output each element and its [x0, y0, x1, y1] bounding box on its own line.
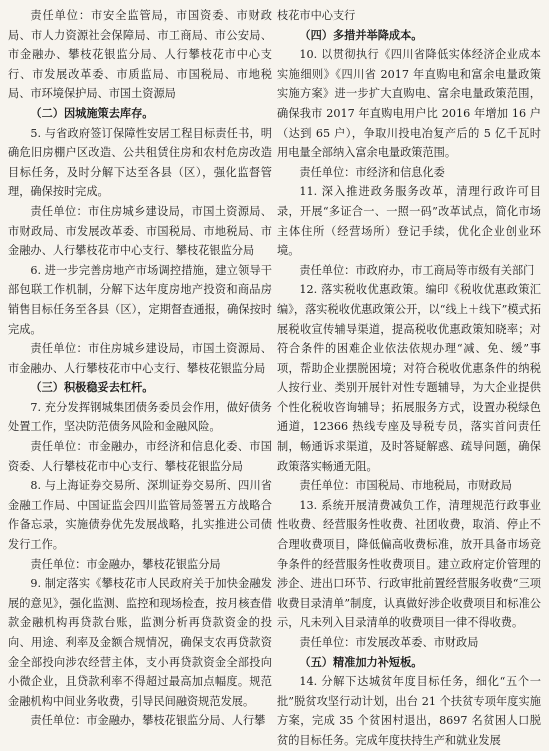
responsible-units: 责任单位：市经济和信息化委 — [299, 165, 445, 179]
responsible-units: 责任单位：市发展改革委、市财政局 — [299, 636, 479, 649]
section-heading: （二）因城施策去库存。 — [30, 105, 154, 120]
task-paragraph: 10. 以贯彻执行《四川省降低实体经济企业成本实施细则》《四川省 2017 年直购电和富余电量政策实施方案》进一步扩大直购电、富余电量政策范围，确保我市 2017 年直购电用户比 2016 年增加 16 户（达到 65 户），争取川投电冶复产后的 5 亿千瓦时用电量全部纳入富余电量政策范围。 — [277, 48, 541, 160]
responsible-units: 责任单位：市住房城乡建设局，市国土资源局、市财政局、市发展改革委、市国税局、市地税局、市金融办、人行攀枝花市中心支行、攀枝花银监分局 — [8, 204, 272, 258]
section-heading: （四）多措并举降成本。 — [299, 27, 423, 42]
responsible-units: 责任单位：市住房城乡建设局，市国土资源局、市金融办、人行攀枝花市中心支行、攀枝花银监分局 — [8, 342, 272, 375]
responsible-units: 责任单位：市国税局、市地税局，市财政局 — [299, 479, 512, 493]
task-paragraph: 11. 深入推进政务服务改革，清理行政许可目录，开展“多证合一、一照一码”改革试点，简化市场主体住所（经营场所）登记手续，优化企业创业环境。 — [277, 185, 541, 258]
task-paragraph: 8. 与上海证券交易所、深圳证券交易所、四川省金融工作局、中国证监会四川监管局签署五方战略合作备忘录，实施债券优先发展战略，扎实推进公司债发行工作。 — [8, 479, 272, 552]
task-paragraph: 13. 系统开展清费减负工作，清理规范行政事业性收费、经营服务性收费、社团收费，取消、停止不合理收费项目，降低偏高收费标准，放开具备市场竞争条件的经营服务性收费项目。建立政府定价管理的涉企、进出口环节、行政审批前置经营服务收费“三项收费目录清单”制度，认真做好涉企收费项目和标准公示，凡未列入目录清单的收费项目一律不得收费。 — [277, 498, 541, 630]
task-paragraph: 7. 充分发挥钢城集团债务委员会作用，做好债务处置工作，坚决防范债务风险和金融风险。 — [8, 400, 272, 434]
right-column — [277, 6, 541, 747]
continued-text: 枝花市中心支行 — [277, 9, 356, 22]
responsible-units: 责任单位：市金融办，市经济和信息化委、市国资委、人行攀枝花市中心支行、攀枝花银监分局 — [8, 440, 272, 473]
task-paragraph: 14. 分解下达城贫年度目标任务，细化“五个一批”脱贫攻坚行动计划，出台 21 个扶贫专项年度实施方案，完成 35 个贫困村退出，8697 名贫困人口脱贫的目标任务。完成年度扶持生产和就业发展 — [277, 675, 541, 747]
responsible-units: 责任单位：市安全监管局，市国资委、市财政局、市人力资源社会保障局、市工商局、市公安局、市金融办、攀枝花银监分局、人行攀枝花市中心支行、市发展改革委、市质监局、市国税局、市地税局、市环境保护局、市国土资源局 — [8, 9, 272, 101]
section-heading: （三）积极稳妥去杠杆。 — [30, 380, 154, 395]
task-paragraph: 6. 进一步完善房地产市场调控措施，建立领导干部包联工作机制，分解下达年度房地产投资和商品房销售目标任务至各县（区），定期督查通报，确保按时完成。 — [8, 263, 272, 336]
task-paragraph: 12. 落实税收优惠政策。编印《税收优惠政策汇编》，落实税收优惠政策公开，以“线上＋线下”模式拓展税收宣传辅导渠道，提高税收优惠政策知晓率；对符合条件的困难企业依法依规办理“减、免、缓”事项，帮助企业摆脱困境；对符合税收优惠条件的纳税人按行业、类别开展针对性专题辅导，为大企业提供个性化税收咨询辅导；拓展服务方式，设置办税绿色通道，12366 热线专座及导税专员，落实首问责任制，畅通诉求渠道，及时答疑解惑、疏导问题，确保政策落实畅通无阻。 — [277, 283, 541, 473]
responsible-units: 责任单位：市政府办，市工商局等市级有关部门 — [299, 263, 535, 277]
section-heading: （五）精准加力补短板。 — [299, 654, 423, 669]
left-column — [8, 6, 272, 732]
responsible-units: 责任单位：市金融办，攀枝花银监分局、人行攀 — [30, 714, 266, 728]
responsible-units: 责任单位：市金融办，攀枝花银监分局 — [30, 557, 221, 571]
task-paragraph: 9. 制定落实《攀枝花市人民政府关于加快金融发展的意见》，强化监测、监控和现场检查，按月核查借款金融机构再贷款台账，监测分析再贷款资金的投向、用途、利率及金额合规情况，确保支农再贷款资金全部投向涉农经营主体，支小再贷款资金全部投向小微企业，且贷款利率不得超过最高加点幅度。规范金融机构中间业务收费，引导民间融资规范发展。 — [8, 577, 272, 708]
task-paragraph: 5. 与省政府签订保障性安居工程目标责任书，明确危旧房棚户区改造、公共租赁住房和农村危房改造目标任务，及时分解下达至各县（区），强化监督管理，确保按时完成。 — [8, 126, 272, 199]
